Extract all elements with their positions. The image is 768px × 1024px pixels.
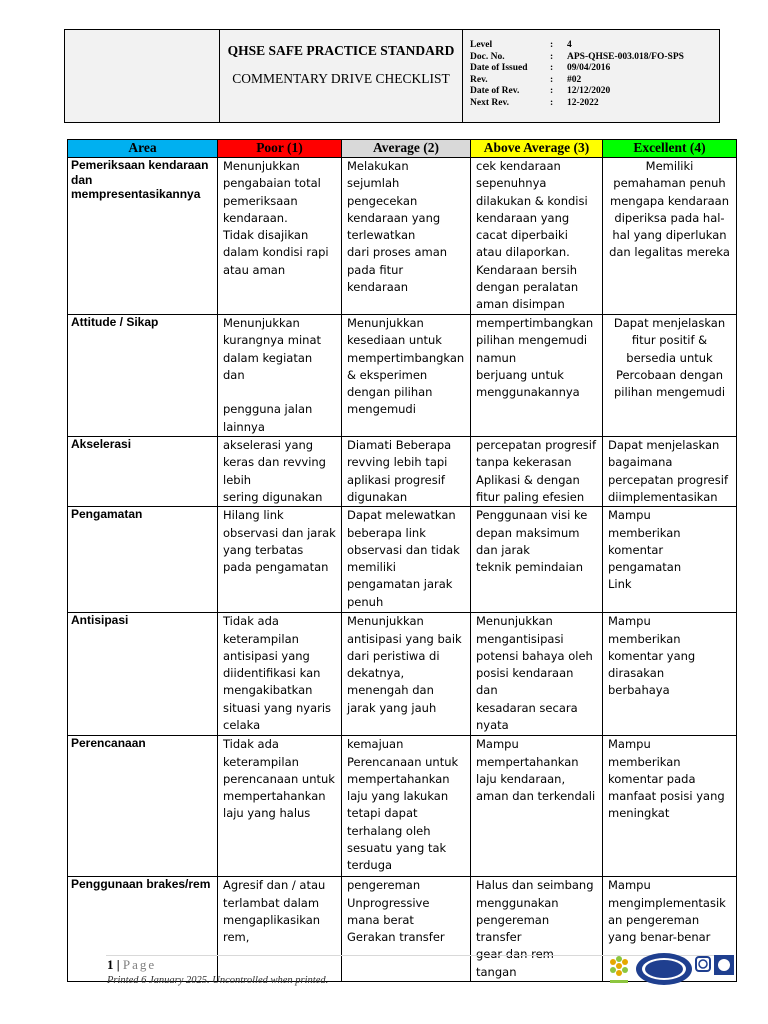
average-cell: Diamati Beberapa revving lebih tapi aplikasi progresif digunakan xyxy=(342,437,471,507)
meta-sep: : xyxy=(550,74,554,85)
meta-value: APS-QHSE-003.018/FO-SPS xyxy=(567,51,684,62)
area-cell: Akselerasi xyxy=(68,437,218,507)
excellent-cell: Mampu memberikan komentar pada manfaat posisi yang meningkat xyxy=(603,736,737,877)
accreditation-mark-icon xyxy=(696,957,710,971)
column-header-poor: Poor (1) xyxy=(218,140,342,158)
iaf-logo-icon xyxy=(636,953,692,985)
above-average-cell: Menunjukkan mengantisipasi potensi bahaya oleh posisi kendaraan dan kesadaran secara nyata xyxy=(471,613,603,736)
meta-value: 12-2022 xyxy=(567,97,599,108)
meta-sep: : xyxy=(550,97,554,108)
meta-key: Level xyxy=(470,40,493,50)
page-separator: | xyxy=(116,957,120,972)
meta-value: 09/04/2016 xyxy=(567,63,611,73)
meta-value: 4 xyxy=(567,40,572,50)
area-cell: Penggunaan brakes/rem xyxy=(68,877,218,982)
document-meta xyxy=(463,30,719,122)
average-cell: Menunjukkan kesediaan untuk mempertimbangkan & eksperimen dengan pilihan mengemudi xyxy=(342,315,471,437)
poor-cell: akselerasi yang keras dan revving lebih sering digunakan xyxy=(218,437,342,507)
meta-row-date-rev xyxy=(470,86,719,98)
excellent-cell: Mampu mengimplementasik an pengereman yang benar-benar xyxy=(603,877,737,982)
poor-cell: Menunjukkan pengabaian total pemeriksaan kendaraan. Tidak disajikan dalam kondisi rapi atau aman xyxy=(218,158,342,315)
above-average-cell: Mampu mempertahankan laju kendaraan, aman dan terkendali xyxy=(471,736,603,877)
excellent-cell: Mampu memberikan komentar yang dirasakan berbahaya xyxy=(603,613,737,736)
area-cell: Pengamatan xyxy=(68,507,218,613)
meta-key: Date of Issued xyxy=(470,63,528,73)
page-number: 1 xyxy=(107,957,114,972)
table-row xyxy=(68,437,737,507)
average-cell: Melakukan sejumlah pengecekan kendaraan yang terlewatkan dari proses aman pada fitur kendaraan xyxy=(342,158,471,315)
column-header-excellent: Excellent (4) xyxy=(603,140,737,158)
page-word: Page xyxy=(122,957,157,972)
meta-row-doc-no xyxy=(470,52,719,64)
meta-value: 12/12/2020 xyxy=(567,86,611,96)
excellent-cell: Mampu memberikan komentar pengamatan Link xyxy=(603,507,737,613)
above-average-cell: Halus dan seimbang menggunakan pengereman transfer gear dan rem tangan xyxy=(471,877,603,982)
header-title-block xyxy=(220,30,463,122)
excellent-cell: Dapat menjelaskan bagaimana percepatan progresif diimplementasikan xyxy=(603,437,737,507)
table-header-row xyxy=(68,140,737,158)
certification-logos xyxy=(606,951,736,989)
meta-key: Date of Rev. xyxy=(470,86,520,96)
above-average-cell: mempertimbangkan pilihan mengemudi namun berjuang untuk menggunakannya xyxy=(471,315,603,437)
poor-cell: Tidak ada keterampilan perencanaan untuk mempertahankan laju yang halus xyxy=(218,736,342,877)
area-cell: Attitude / Sikap xyxy=(68,315,218,437)
header-logo-area xyxy=(65,30,220,122)
poor-cell: Agresif dan / atau terlambat dalam mengaplikasikan rem, xyxy=(218,877,342,982)
above-average-cell: percepatan progresif tanpa kekerasan Aplikasi & dengan fitur paling efesien xyxy=(471,437,603,507)
average-cell: pengereman Unprogressive mana berat Gerakan transfer xyxy=(342,877,471,982)
excellent-cell: Dapat menjelaskan fitur positif & bersedia untuk Percobaan dengan pilihan mengemudi xyxy=(603,315,737,437)
table-row xyxy=(68,736,737,877)
meta-sep: : xyxy=(550,63,554,73)
document-header xyxy=(64,29,720,123)
meta-row-level xyxy=(470,40,719,52)
table-row xyxy=(68,613,737,736)
document-title: QHSE SAFE PRACTICE STANDARD xyxy=(227,43,455,58)
meta-row-next-rev xyxy=(470,98,719,110)
meta-value: #02 xyxy=(567,74,582,85)
meta-sep: : xyxy=(550,51,554,62)
meta-key: Rev. xyxy=(470,74,488,85)
average-cell: Dapat melewatkan beberapa link observasi dan tidak memiliki pengamatan jarak penuh xyxy=(342,507,471,613)
meta-row-date-issued xyxy=(470,63,719,75)
certification-logos-graphic xyxy=(606,951,736,989)
table-row xyxy=(68,158,737,315)
meta-key: Next Rev. xyxy=(470,97,510,108)
area-cell: Perencanaan xyxy=(68,736,218,877)
meta-sep: : xyxy=(550,40,554,50)
column-header-above-average: Above Average (3) xyxy=(471,140,603,158)
column-header-average: Average (2) xyxy=(342,140,471,158)
meta-row-rev xyxy=(470,75,719,87)
poor-cell: Hilang link observasi dan jarak yang terbatas pada pengamatan xyxy=(218,507,342,613)
poor-cell: Menunjukkan kurangnya minat dalam kegiatan dan pengguna jalan lainnya xyxy=(218,315,342,437)
column-header-area: Area xyxy=(68,140,218,158)
document-subtitle: COMMENTARY DRIVE CHECKLIST xyxy=(232,71,450,86)
average-cell: Menunjukkan antisipasi yang baik dari peristiwa di dekatnya, menengah dan jarak yang jauh xyxy=(342,613,471,736)
excellent-cell: Memiliki pemahaman penuh mengapa kendaraan diperiksa pada hal- hal yang diperlukan dan legalitas mereka xyxy=(603,158,737,315)
checklist-table xyxy=(67,139,737,982)
printed-note: Printed 6 January 2025. Uncontrolled when printed. xyxy=(107,975,329,986)
flower-logo-icon xyxy=(610,956,628,983)
table-row xyxy=(68,315,737,437)
meta-key: Doc. No. xyxy=(470,51,505,62)
above-average-cell: Penggunaan visi ke depan maksimum dan jarak teknik pemindaian xyxy=(471,507,603,613)
area-cell: Pemeriksaan kendaraan dan mempresentasikannya xyxy=(68,158,218,315)
table-row xyxy=(68,507,737,613)
page-indicator xyxy=(107,957,156,973)
poor-cell: Tidak ada keterampilan antisipasi yang diidentifikasi kan mengakibatkan situasi yang nyaris celaka xyxy=(218,613,342,736)
average-cell: kemajuan Perencanaan untuk mempertahankan laju yang lakukan tetapi dapat terhalang oleh sesuatu yang tak terduga xyxy=(342,736,471,877)
meta-sep: : xyxy=(550,86,554,96)
ias-logo-icon xyxy=(714,955,734,975)
above-average-cell: cek kendaraan sepenuhnya dilakukan & kondisi kendaraan yang cacat diperbaiki atau dilaporkan. Kendaraan bersih dengan peralatan aman disimpan xyxy=(471,158,603,315)
area-cell: Antisipasi xyxy=(68,613,218,736)
